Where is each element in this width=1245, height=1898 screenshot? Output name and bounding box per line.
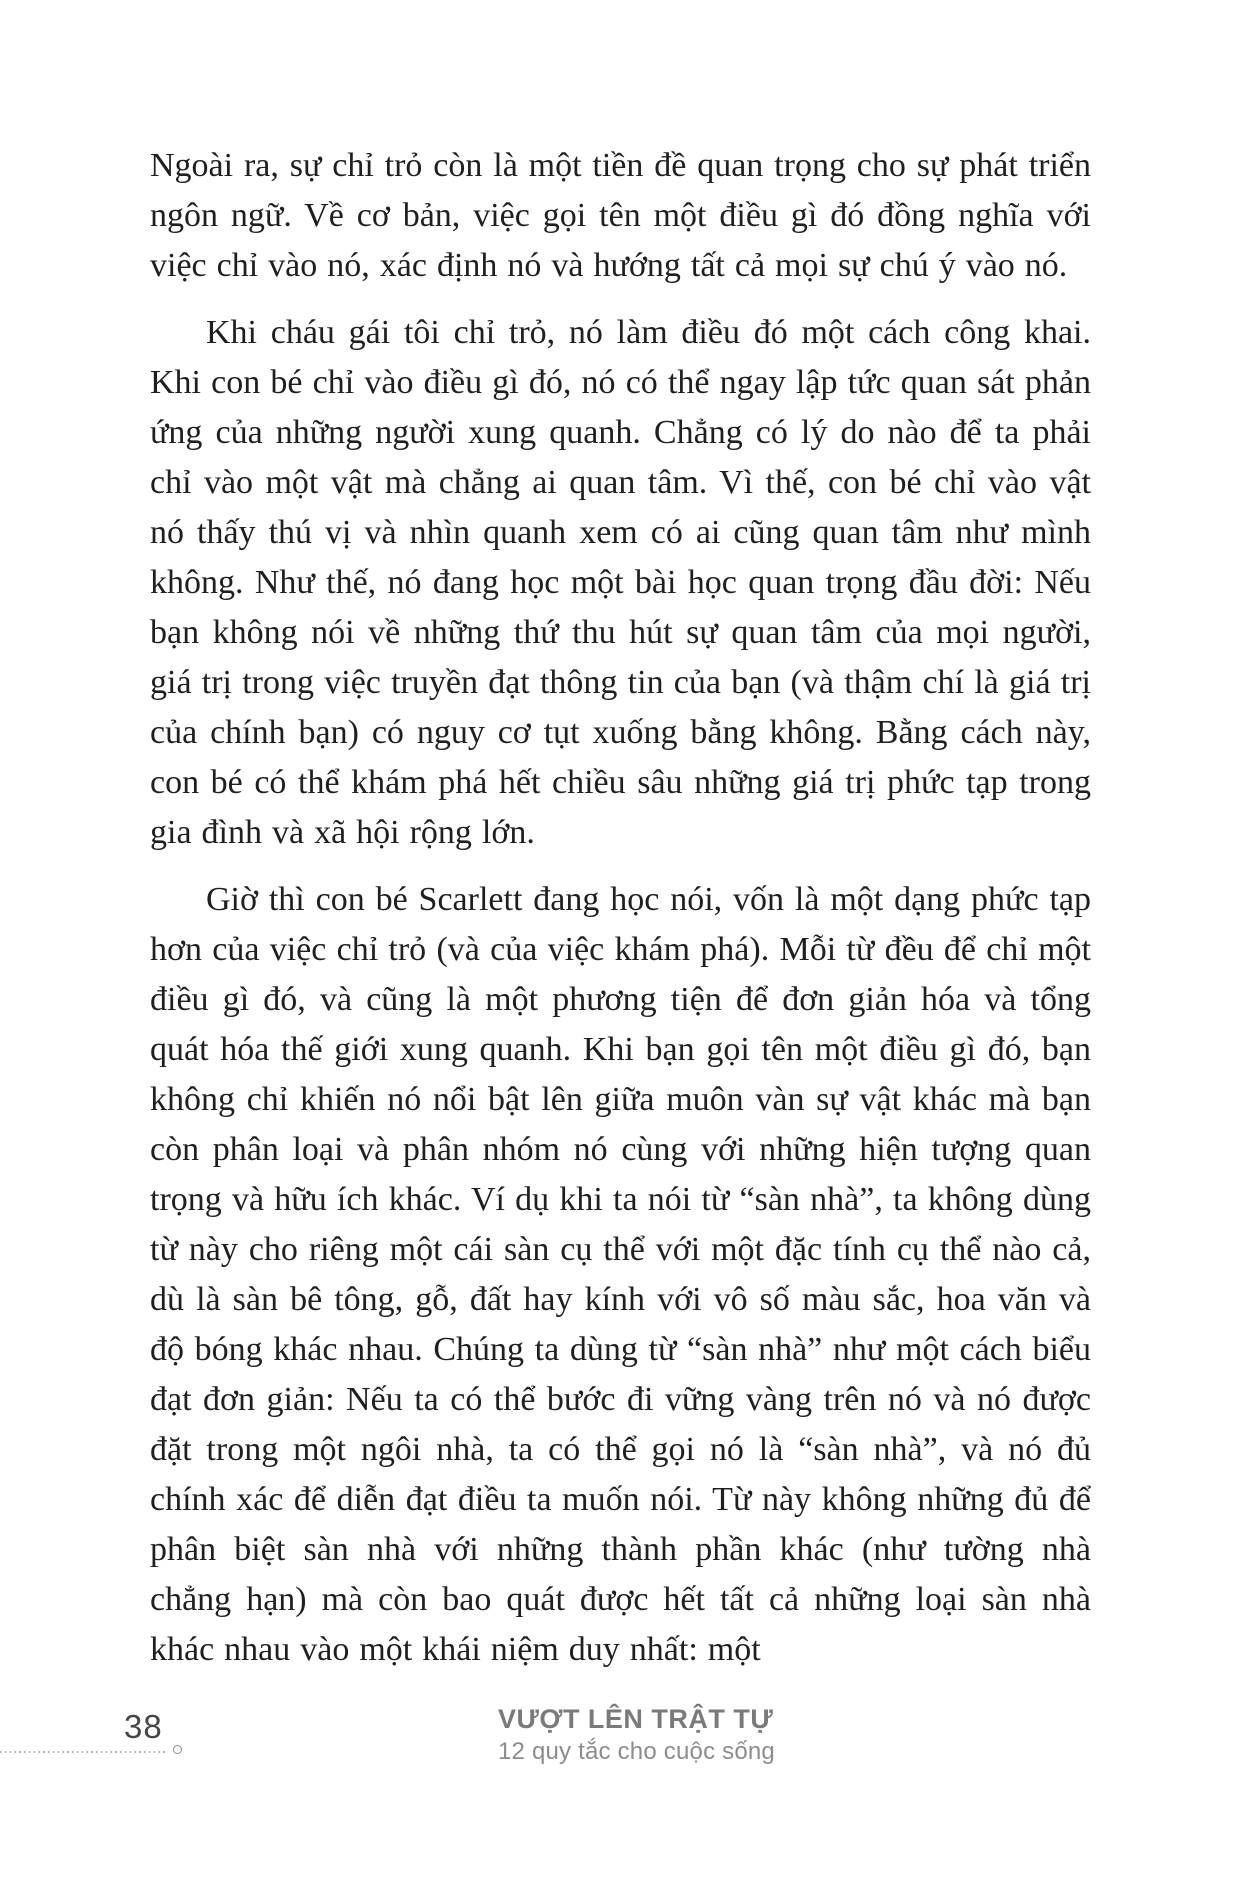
- footer-dotted-line: [0, 1751, 168, 1753]
- book-title: VƯỢT LÊN TRẬT TỰ: [498, 1704, 774, 1734]
- paragraph-2: Khi cháu gái tôi chỉ trỏ, nó làm điều đó một cách công khai. Khi con bé chỉ vào điều gì đó, nó có thể ngay lập tức quan sát phản ứng của những người xung quanh. Chẳng có lý do nào để ta phải chỉ vào một vật mà chẳng ai quan tâm. Vì thế, con bé chỉ vào vật nó thấy thú vị và nhìn quanh xem có ai cũng quan tâm như mình không. Như thế, nó đang học một bài học quan trọng đầu đời: Nếu bạn không nói về những thứ thu hút sự quan tâm của mọi người, giá trị trong việc truyền đạt thông tin của bạn (và thậm chí là giá trị của chính bạn) có nguy cơ tụt xuống bằng không. Bằng cách này, con bé có thể khám phá hết chiều sâu những giá trị phức tạp trong gia đình và xã hội rộng lớn.: [150, 314, 1091, 851]
- page-number: 38: [124, 1708, 163, 1745]
- paragraph-3: Giờ thì con bé Scarlett đang học nói, vốn là một dạng phức tạp hơn của việc chỉ trỏ (và của việc khám phá). Mỗi từ đều để chỉ một điều gì đó, và cũng là một phương tiện để đơn giản hóa và tổng quát hóa thế giới xung quanh. Khi bạn gọi tên một điều gì đó, bạn không chỉ khiến nó nổi bật lên giữa muôn vàn sự vật khác mà bạn còn phân loại và phân nhóm nó cùng với những hiện tượng quan trọng và hữu ích khác. Ví dụ khi ta nói từ “sàn nhà”, ta không dùng từ này cho riêng một cái sàn cụ thể với một đặc tính cụ thể nào cả, dù là sàn bê tông, gỗ, đất hay kính với vô số màu sắc, hoa văn và độ bóng khác nhau. Chúng ta dùng từ “sàn nhà” như một cách biểu đạt đơn giản: Nếu ta có thể bước đi vững vàng trên nó và nó được đặt trong một ngôi nhà, ta có thể gọi nó là “sàn nhà”, và nó đủ chính xác để diễn đạt điều ta muốn nói. Từ này không những đủ để phân biệt sàn nhà với những thành phần khác (như tường nhà chẳng hạn) mà còn bao quát được hết tất cả những loại sàn nhà khác nhau vào một khái niệm duy nhất: một: [150, 881, 1091, 1668]
- footer-circle-ornament: [173, 1745, 182, 1754]
- page-footer: [0, 1690, 1245, 1810]
- paragraph-1: Ngoài ra, sự chỉ trỏ còn là một tiền đề quan trọng cho sự phát triển ngôn ngữ. Về cơ bản, việc gọi tên một điều gì đó đồng nghĩa với việc chỉ vào nó, xác định nó và hướng tất cả mọi sự chú ý vào nó.: [150, 147, 1091, 284]
- book-subtitle: 12 quy tắc cho cuộc sống: [498, 1738, 775, 1765]
- running-title: [498, 1704, 775, 1766]
- body-text: [150, 141, 1091, 1675]
